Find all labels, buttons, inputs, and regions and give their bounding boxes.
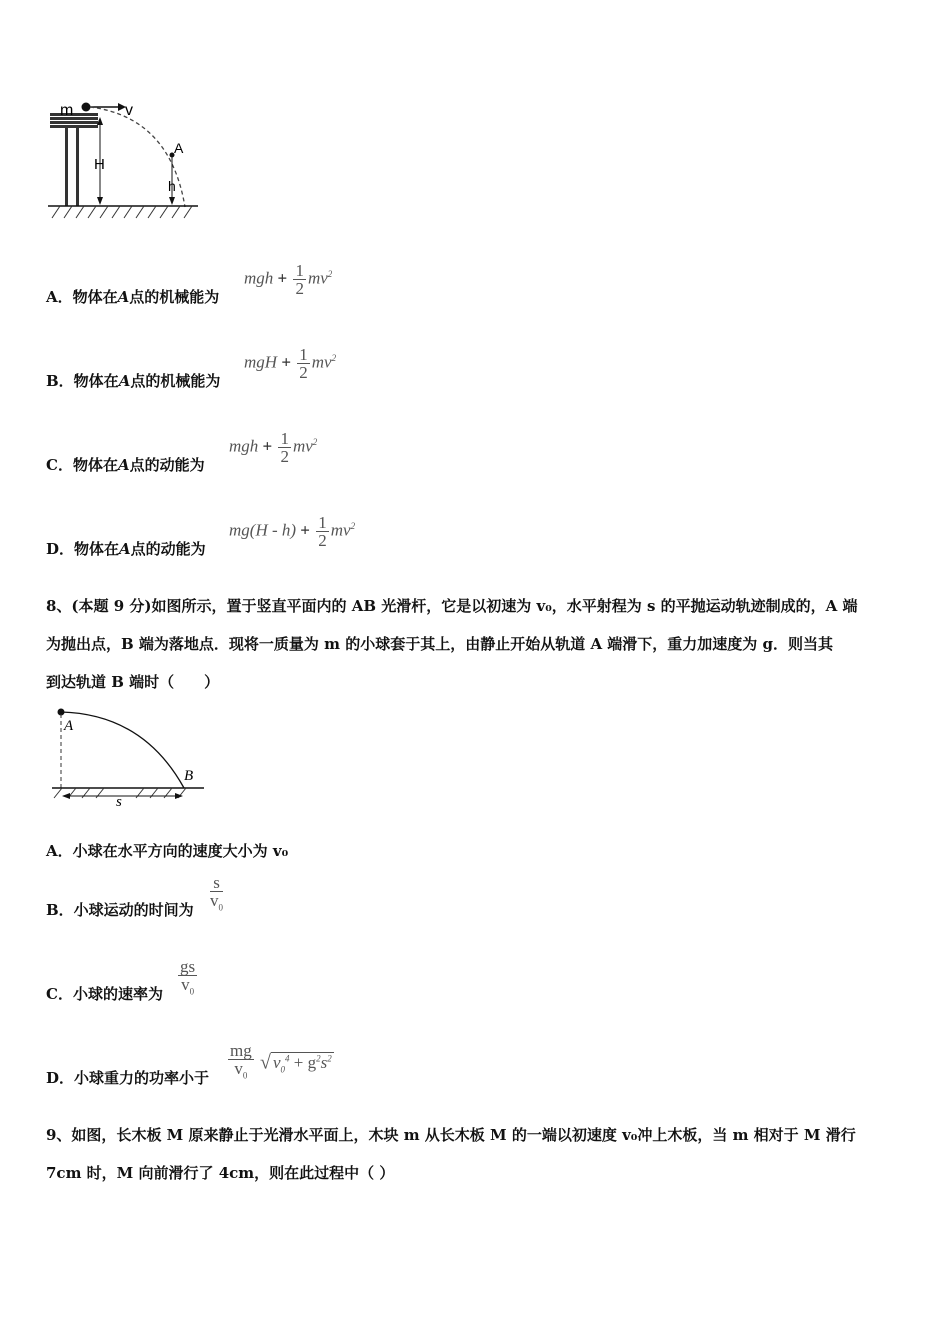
q7-option-d-formula: mg(H - h) + $\frac{1}{2}$ $mv^2$ [229, 513, 356, 550]
q7-option-c-formula: mgh + $\frac{1}{2}$ $mv^2$ [229, 429, 318, 466]
q7-option-d[interactable]: D．物体在A点的动能为 [46, 540, 206, 558]
q8-option-c[interactable]: C．小球的速率为 [46, 985, 163, 1003]
q8-option-b-formula: $\frac{s}{v_0}$ [210, 873, 223, 913]
q8-option-c-formula: $\frac{gs}{v_0}$ [180, 957, 196, 997]
fig1-label-h: h [168, 178, 176, 194]
q8-stem: 8、(本题 9 分)如图所示，置于竖直平面内的 AB 光滑杆，它是以初速为 v₀，水平射程为 s 的平抛运动轨迹制成的，A 端 为抛出点，B 端为落地点．现将一质量为 m 的小球套于其上，由静止开始从轨道 A 端滑下，重力加速度为 g．则当其 到达轨道 B 端时（ ） [46, 597, 858, 691]
fig2-label-s: s [116, 794, 122, 810]
q7-option-c[interactable]: C．物体在A点的动能为 [46, 456, 205, 474]
projectile-figure [40, 95, 210, 225]
q7-option-a[interactable]: A．物体在A点的机械能为 [46, 288, 220, 306]
q8-option-d[interactable]: D．小球重力的功率小于 [46, 1069, 210, 1087]
q7-option-b-formula: mgH + $\frac{1}{2}$ $mv^2$ [244, 345, 337, 382]
fig2-label-B: B [184, 768, 194, 784]
q7-option-b[interactable]: B．物体在A点的机械能为 [46, 372, 221, 390]
fig1-label-v: v [125, 102, 133, 119]
track-figure [48, 700, 213, 810]
fig2-label-A: A [64, 718, 74, 734]
q8-option-d-formula: $\frac{mg}{v_0}$ √ $v_0^4 + g^2s^2$ [230, 1041, 332, 1081]
q8-option-a[interactable]: A．小球在水平方向的速度大小为 v₀ [46, 842, 289, 860]
fig1-label-H: H [94, 156, 105, 173]
q9-stem: 9、如图，长木板 M 原来静止于光滑水平面上，木块 m 从长木板 M 的一端以初速度 v₀冲上木板，当 m 相对于 M 滑行 7cm 时，M 向前滑行了 4cm，则在此过程中（ ） [46, 1126, 856, 1182]
q7-option-a-formula: mgh + $\frac{1}{2}$ $mv^2$ [244, 261, 333, 298]
fig1-label-m: m [60, 102, 74, 119]
fig1-label-A: A [174, 140, 184, 156]
q8-option-b[interactable]: B．小球运动的时间为 [46, 901, 194, 919]
